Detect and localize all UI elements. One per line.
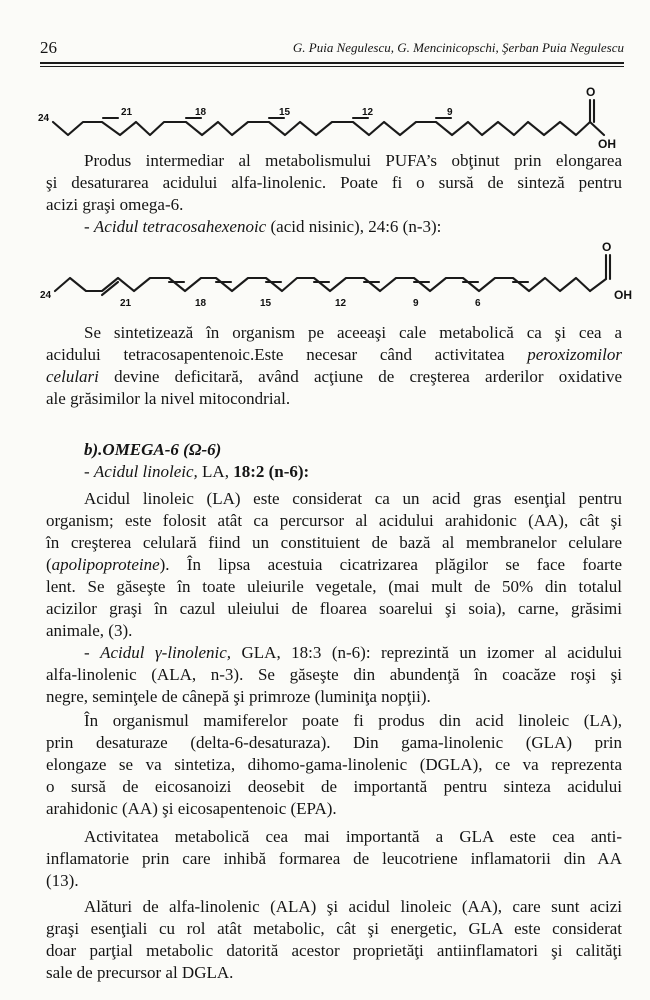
- text-line: - Acidul γ-linolenic, GLA, 18:3 (n-6): reprezintă un izomer al acidului: [84, 643, 622, 662]
- text-line: arahidonic (AA) şi eicosapentenoic (EPA).: [46, 799, 337, 818]
- text-line: negre, seminţele de cânepă şi primroze (luminiţa nopţii).: [46, 687, 431, 706]
- chemical-structure-2: [38, 240, 632, 318]
- page-header: [40, 38, 624, 64]
- text-line: alfa-linolenic (ALA, n-3). Se găseşte din abundenţă în coacăze roşi şi: [46, 665, 622, 684]
- text-line: în creşterea celulară fiind un constituient de bază al membranelor celulare: [46, 533, 622, 552]
- carbon-label: 15: [260, 298, 272, 309]
- text-line: elongaze se va sintetiza, dihomo-gama-linolenic (DGLA), ce va reprezenta: [46, 755, 622, 774]
- tetracosahexenoic-heading: - Acidul tetracosahexenoic (acid nisinic), 24:6 (n-3):: [84, 217, 442, 236]
- text-line: (13).: [46, 871, 79, 890]
- text-line: inflamatorie prin care inhibă formarea de leucotriene inflamatorii din AA: [46, 849, 622, 868]
- oxygen-label: O: [602, 240, 612, 254]
- carbon-label: 9: [447, 107, 453, 118]
- text-line: acidului tetracosapentenoic.Este necesar când activitatea peroxizomilor: [46, 345, 622, 364]
- text-line: sale de precursor al DGLA.: [46, 963, 234, 982]
- carbon-label: 12: [362, 107, 374, 118]
- text-line: Alături de alfa-linolenic (ALA) şi acidul linoleic (AA), care sunt acizi: [84, 897, 622, 916]
- carbon-label: 6: [475, 298, 481, 309]
- text-line: acizilor graşi în cazul uleiului de floarea soarelui şi soia), carne, grăsimi: [46, 599, 622, 618]
- paragraph-1: [46, 150, 622, 216]
- paragraph-5: [46, 826, 622, 892]
- carbon-label: 24: [38, 113, 50, 124]
- acid-name: Acidul tetracosahexenoic: [93, 217, 267, 236]
- text-line: prin desaturaze (delta-6-desaturaza). Din gama-linolenic (GLA) prin: [46, 733, 622, 752]
- text-line: graşi esenţiali cu rol atât metabolic, cât şi energetic, GLA este considerat: [46, 919, 622, 938]
- gamma-linolenic-paragraph: [46, 642, 622, 708]
- header-rule-thin: [40, 66, 624, 67]
- paragraph-2: [46, 322, 622, 410]
- text-line: şi desaturarea acidului alfa-linolenic. Poate fi o sursă de sinteză pentru: [46, 173, 622, 192]
- text-line: (apolipoproteine). În lipsa acestuia cicatrizarea plăgilor se face foarte: [46, 555, 622, 574]
- text-line: lent. Se găseşte în toate uleiurile vegetale, (mai mult de 50% din totalul: [46, 577, 622, 596]
- page-number: 26: [40, 38, 57, 57]
- text-line: animale, (3).: [46, 621, 133, 640]
- hydroxyl-label: OH: [598, 137, 616, 151]
- carbon-label: 21: [120, 298, 132, 309]
- text-line: Se sintetizează în organism pe aceeaşi cale metabolică ca şi cea a: [84, 323, 622, 342]
- paragraph-3: [46, 488, 622, 642]
- paragraph-4: [46, 710, 622, 820]
- header-rule: [40, 62, 624, 64]
- text-line: Produs intermediar al metabolismului PUFA’s obţinut prin elongarea: [84, 151, 622, 170]
- text-line: o sursă de eicosanoizi deosebit de importantă pentru sinteza acidului: [46, 777, 622, 796]
- carbon-label: 24: [40, 290, 52, 301]
- text-line: Acidul linoleic (LA) este considerat ca un acid gras esenţial pentru: [84, 489, 622, 508]
- text-line: doar parţial metabolic datorită acestor proprietăţi antiinflamatori şi calităţi: [46, 941, 622, 960]
- oxygen-label: O: [586, 85, 596, 99]
- carbon-label: 9: [413, 298, 419, 309]
- carbon-label: 18: [195, 107, 207, 118]
- hydroxyl-label: OH: [614, 288, 632, 302]
- carbon-label: 12: [335, 298, 347, 309]
- carbon-label: 21: [121, 107, 133, 118]
- text-line: Activitatea metabolică cea mai importantă a GLA este cea anti-: [84, 827, 622, 846]
- text-line: organism; este folosit atât ca percursor al acidului arahidonic (AA), cât şi: [46, 511, 622, 530]
- text-line: În organismul mamiferelor poate fi produs din acid linoleic (LA),: [84, 711, 622, 730]
- carbon-label: 18: [195, 298, 207, 309]
- text-line: acizi graşi omega-6.: [46, 195, 184, 214]
- carbon-label: 15: [279, 107, 291, 118]
- section-title-omega6: b).OMEGA-6 (Ω-6): [84, 440, 222, 459]
- text-line: ale grăsimilor la nivel mitocondrial.: [46, 389, 291, 408]
- running-header-authors: G. Puia Negulescu, G. Mencinicopschi, Şerban Puia Negulescu: [292, 40, 624, 55]
- linoleic-heading: - Acidul linoleic, LA, 18:2 (n-6):: [84, 462, 310, 481]
- text-line: celulari devine deficitară, având acţiune de creşterea arderilor oxidative: [46, 367, 622, 386]
- paragraph-6: [46, 896, 622, 984]
